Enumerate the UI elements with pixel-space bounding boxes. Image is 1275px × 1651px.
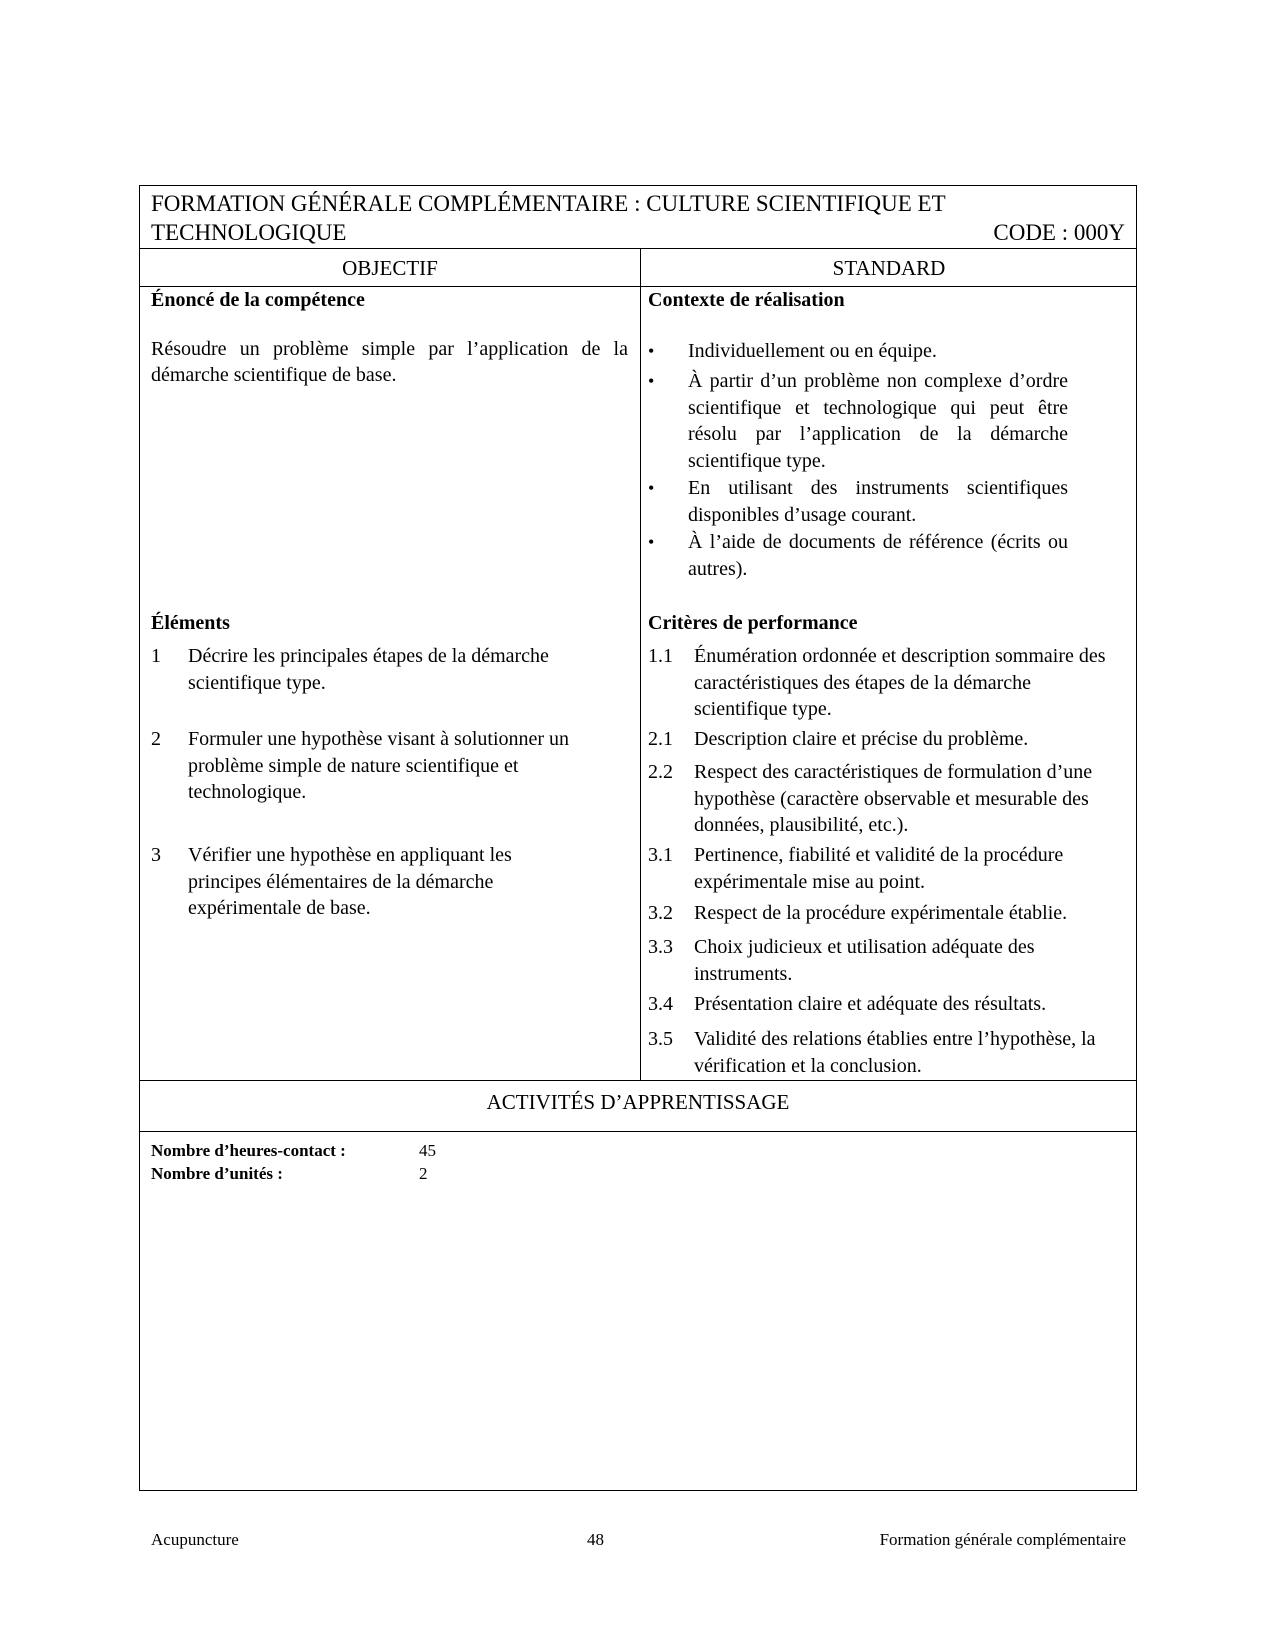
activities-heading: ACTIVITÉS D’APPRENTISSAGE bbox=[486, 1090, 790, 1114]
element-item: 2 Formuler une hypothèse visant à solutionner un problème simple de nature scientifique et technologique. bbox=[151, 728, 570, 803]
element-item: 1 Décrire les principales étapes de la démarche scientifique type. bbox=[151, 645, 549, 694]
criteria-heading: Critères de performance bbox=[648, 612, 858, 634]
divider-activities-top bbox=[140, 1080, 1136, 1081]
context-item: • Individuellement ou en équipe. bbox=[648, 338, 1068, 365]
divider-activities-bottom bbox=[140, 1131, 1136, 1132]
divider-header bbox=[140, 248, 1136, 249]
competence-heading: Énoncé de la compétence bbox=[151, 289, 365, 311]
element-item: 3 Vérifier une hypothèse en appliquant les principes élémentaires de la démarche expérimentale de base. bbox=[151, 844, 512, 919]
column-header-objectif: OBJECTIF bbox=[342, 256, 438, 280]
criterion-item: 2.1 Description claire et précise du problème. bbox=[648, 728, 1029, 750]
course-code: CODE : 000Y bbox=[993, 220, 1125, 245]
context-item: • À l’aide de documents de référence (écrits ou autres). bbox=[648, 531, 1068, 580]
context-item: • En utilisant des instruments scientifiques disponibles d’usage courant. bbox=[648, 477, 1068, 526]
elements-heading: Éléments bbox=[151, 612, 230, 634]
column-header-standard: STANDARD bbox=[832, 256, 946, 280]
competence-frame bbox=[139, 185, 1137, 1491]
criterion-item: 3.1 Pertinence, fiabilité et validité de la procédure expérimentale mise au point. bbox=[648, 844, 1064, 893]
bullet-icon: • bbox=[648, 532, 655, 552]
competence-text: Résoudre un problème simple par l’application de la démarche scientifique de base. bbox=[151, 338, 628, 386]
bullet-icon: • bbox=[648, 371, 655, 391]
page-footer bbox=[151, 1530, 1126, 1550]
context-item: • À partir d’un problème non complexe d’ordre scientifique et technologique qui peut être résolu par l’application de la démarche scientifique type. bbox=[648, 370, 1068, 472]
footer-right: Formation générale complémentaire bbox=[879, 1530, 1126, 1549]
footer-left: Acupuncture bbox=[151, 1530, 239, 1549]
criterion-item: 3.4 Présentation claire et adéquate des résultats. bbox=[648, 993, 1047, 1015]
document-title-line1: FORMATION GÉNÉRALE COMPLÉMENTAIRE : CULTURE SCIENTIFIQUE ET bbox=[151, 191, 946, 216]
bullet-icon: • bbox=[648, 478, 655, 498]
criterion-item: 1.1 Énumération ordonnée et description sommaire des caractéristiques des étapes de la démarche scientifique type. bbox=[648, 645, 1106, 720]
criterion-item: 3.5 Validité des relations établies entre l’hypothèse, la vérification et la conclusion. bbox=[648, 1028, 1096, 1077]
criterion-item: 2.2 Respect des caractéristiques de formulation d’une hypothèse (caractère observable et mesurable des données, plausibilité, etc.). bbox=[648, 761, 1093, 836]
document-title-line2 bbox=[151, 218, 1125, 247]
divider-vertical bbox=[640, 248, 641, 1080]
units-count: Nombre d’unités : 2 bbox=[151, 1164, 428, 1183]
bullet-icon: • bbox=[648, 341, 655, 361]
criterion-item: 3.2 Respect de la procédure expérimentale établie. bbox=[648, 902, 1068, 924]
contact-hours: Nombre d’heures-contact : 45 bbox=[151, 1141, 436, 1160]
context-heading: Contexte de réalisation bbox=[648, 289, 845, 311]
page-number: 48 bbox=[587, 1530, 604, 1549]
document-title-subject: TECHNOLOGIQUE bbox=[151, 220, 347, 245]
criterion-item: 3.3 Choix judicieux et utilisation adéquate des instruments. bbox=[648, 936, 1035, 985]
